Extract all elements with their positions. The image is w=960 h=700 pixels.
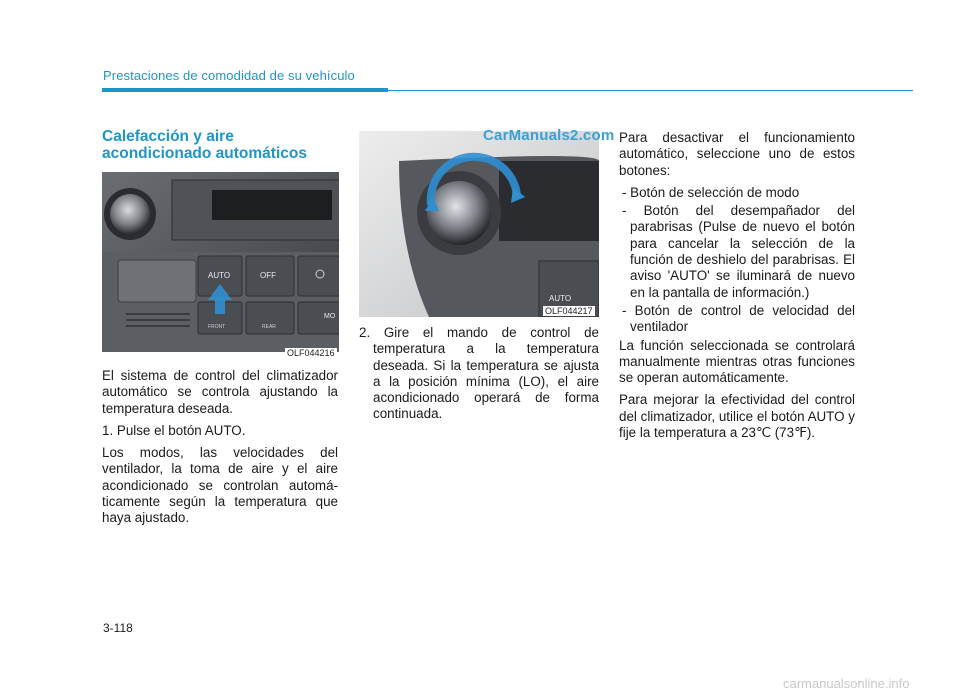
column-3-text (619, 130, 855, 447)
figure-auto-button (102, 172, 339, 360)
front-button-label: FRONT (208, 324, 226, 330)
paragraph: El sistema de control del climatizador automático se controla ajustando la temperatura deseada. (102, 368, 338, 416)
figure-code: OLF044216 (287, 348, 335, 358)
header-rule-thin (388, 90, 913, 92)
rear-button-label: REAR (262, 324, 276, 330)
figure-code: OLF044217 (545, 306, 593, 316)
figure-temperature-knob (359, 131, 599, 317)
list-item: - Botón de control de velocidad del ventilador (622, 302, 855, 335)
footer-watermark: carmanualsonline.info (783, 676, 910, 691)
temperature-knob-illustration (359, 131, 599, 317)
list-item: - Botón del desempañador del parabrisas (Pulse de nuevo el botón para cancelar la selección de la función de deshielo del parabrisas. El aviso 'AUTO' se iluminará de nuevo en la pantalla de información.) (622, 203, 855, 300)
running-header: Prestaciones de comodidad de su vehículo (103, 68, 355, 83)
watermark-text: CarManuals2.com (483, 127, 615, 144)
auto-button-label: AUTO (549, 294, 572, 303)
paragraph: Para mejorar la efectividad del control del climatizador, utilice el botón AUTO y fije la temperatura a 23℃ (73℉). (619, 392, 855, 441)
auto-button-label: AUTO (208, 271, 231, 280)
page-number: 3-118 (103, 621, 133, 635)
column-2-text (359, 325, 599, 429)
section-title: Calefacción y aire acondicionado automáticos (102, 128, 307, 162)
list-item: - Botón de selección de modo (622, 184, 800, 200)
mode-button-label: MO (324, 313, 336, 320)
paragraph: Para desactivar el funcionamiento automático, seleccione uno de estos botones: (619, 130, 855, 178)
step-2: 2. Gire el mando de control de temperatura a la temperatura deseada. Si la temperatura se ajusta a la posición mínima (LO), el aire acondicionado operará de forma continuada. (359, 325, 599, 422)
off-button-label: OFF (260, 271, 276, 280)
paragraph: La función seleccionada se controlará manualmente mientras otras funciones se operan automáticamente. (619, 337, 855, 386)
header-rule-thick (102, 88, 388, 92)
paragraph: Los modos, las velocidades del ventilador, la toma de aire y el aire acondicionado se controlan automá-ticamente según la temperatura que haya ajustado. (102, 445, 338, 526)
climate-panel-illustration (102, 172, 339, 360)
step-1: 1. Pulse el botón AUTO. (102, 422, 246, 438)
column-1-text (102, 368, 338, 533)
